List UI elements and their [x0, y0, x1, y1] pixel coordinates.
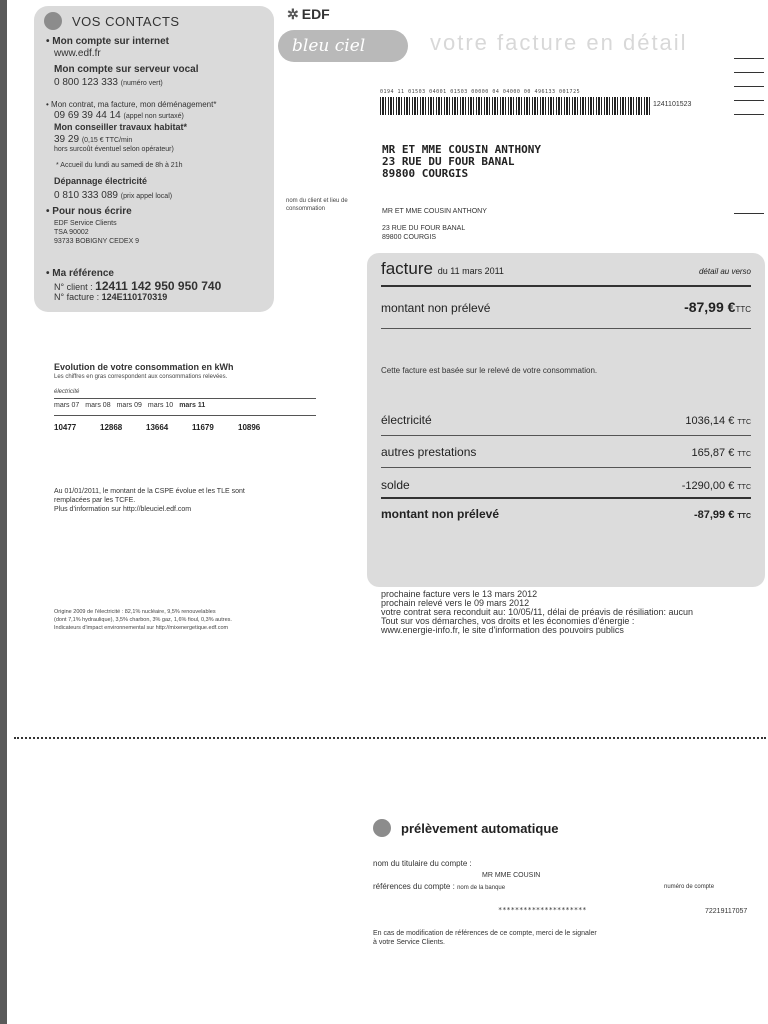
- period-label: mars 09: [116, 402, 142, 409]
- edf-logo: [287, 6, 330, 23]
- line-label: électricité: [381, 413, 432, 427]
- total-row: [381, 507, 751, 521]
- line-value: 165,87 €: [691, 447, 735, 459]
- masked-bank: *********************: [498, 906, 587, 914]
- non-preleve-row: [381, 299, 751, 315]
- facture-number: 124E110170319: [101, 292, 168, 302]
- vocal-note: (numéro vert): [120, 80, 163, 87]
- divider: [54, 398, 316, 399]
- ecrire-line1: EDF Service Clients: [54, 220, 117, 227]
- travaux-note2: hors surcoût éventuel selon opérateur): [54, 146, 174, 153]
- divider: [381, 328, 751, 329]
- modification-notice: [373, 929, 733, 947]
- fold-mark: [734, 72, 764, 73]
- invoice-date: du 11 mars 2011: [437, 266, 504, 276]
- origin-line: (dont 7,1% hydraulique), 3,5% charbon, 3% gaz, 1,6% fioul, 0,3% autres.: [54, 617, 232, 623]
- line-label: solde: [381, 478, 410, 492]
- notice-line: remplacées par les TCFE.: [54, 497, 136, 504]
- divider: [381, 497, 751, 499]
- client-label: N° client :: [54, 282, 93, 292]
- depannage-note: (prix appel local): [120, 193, 173, 200]
- banque-label: nom de la banque: [457, 885, 506, 891]
- total-unit: TTC: [737, 513, 751, 520]
- client-number: 12411 142 950 950 740: [95, 279, 222, 293]
- bullet-icon: [373, 819, 391, 837]
- line-value: 1036,14 €: [685, 415, 735, 427]
- evolution-series-label: électricité: [54, 389, 80, 395]
- contrat-number: 09 69 39 44 14: [54, 110, 121, 121]
- energy-origin: [54, 608, 334, 632]
- fold-mark: [734, 100, 764, 101]
- nom-client-label: nom du client et lieu de consommation: [286, 198, 348, 212]
- titulaire-name: MR MME COUSIN: [482, 872, 541, 879]
- next-invoice-info: [381, 590, 693, 635]
- scan-edge: [0, 0, 7, 1024]
- line-unit: TTC: [737, 419, 751, 426]
- fold-mark: [734, 213, 764, 214]
- barcode-digits: 0194 11 01503 04001 01503 00000 04 04000 00 496133 001725: [380, 89, 581, 95]
- non-preleve-value: -87,99 €: [684, 299, 736, 315]
- contrat-label: • Mon contrat, ma facture, mon déménagement*: [46, 100, 217, 109]
- evolution-title: Evolution de votre consommation en kWh: [54, 362, 234, 372]
- tear-line: [14, 737, 766, 739]
- evolution-subtitle: Les chiffres en gras correspondent aux consommations relevées.: [54, 374, 228, 380]
- bleu-ciel-badge: bleu ciel: [278, 30, 408, 62]
- period-label: mars 08: [85, 402, 111, 409]
- consumption-value: 13664: [146, 423, 169, 432]
- titulaire-label: nom du titulaire du compte :: [373, 859, 472, 868]
- address-line: MR ET MME COUSIN ANTHONY: [382, 208, 487, 215]
- ttc-unit: TTC: [735, 305, 751, 314]
- depannage-number: 0 810 333 089: [54, 190, 118, 201]
- internet-url[interactable]: www.edf.fr: [54, 48, 101, 59]
- notice-line: Au 01/01/2011, le montant de la CSPE évolue et les TLE sont: [54, 488, 245, 495]
- evolution-values: [54, 423, 284, 432]
- mailing-address: [382, 144, 541, 180]
- address-line: MR ET MME COUSIN ANTHONY: [382, 143, 541, 156]
- divider: [54, 415, 316, 416]
- line-solde: [381, 478, 751, 492]
- info-line: prochaine facture vers le 13 mars 2012: [381, 589, 538, 599]
- line-unit: TTC: [737, 451, 751, 458]
- edf-flower-icon: ✲: [287, 6, 299, 22]
- contacts-title: VOS CONTACTS: [72, 13, 180, 29]
- prelevement-title: prélèvement automatique: [401, 820, 559, 836]
- cspe-notice: [54, 487, 344, 514]
- account-number: 72219117057: [705, 908, 748, 915]
- line-label: autres prestations: [381, 445, 477, 459]
- info-line: www.energie-info.fr, le site d'information des pouvoirs publics: [381, 625, 624, 635]
- consumption-value: 10896: [238, 423, 261, 432]
- contacts-panel: [34, 6, 274, 312]
- period-label: mars 10: [147, 402, 174, 409]
- divider: [381, 435, 751, 436]
- consumption-value: 10477: [54, 423, 77, 432]
- period-label: mars 11: [179, 402, 206, 409]
- depannage-label: Dépannage électricité: [54, 176, 148, 186]
- address-line: 23 RUE DU FOUR BANAL: [382, 225, 466, 232]
- consumption-value: 11679: [192, 423, 214, 432]
- divider: [381, 467, 751, 468]
- numero-label: numéro de compte: [664, 884, 715, 890]
- contrat-note: (appel non surtaxé): [123, 113, 184, 120]
- vocal-label: Mon compte sur serveur vocal: [54, 64, 199, 75]
- non-preleve-label: montant non prélevé: [381, 301, 491, 315]
- divider: [381, 285, 751, 287]
- origin-line: Origine 2009 de l'électricité : 82,1% nucléaire, 9,5% renouvelables: [54, 609, 216, 615]
- ecrire-label: • Pour nous écrire: [46, 206, 132, 217]
- total-value: -87,99 €: [693, 509, 735, 521]
- barcode-ref: 1241101523: [653, 101, 692, 108]
- travaux-label: Mon conseiller travaux habitat*: [54, 122, 188, 132]
- contacts-header: [44, 12, 180, 30]
- fold-mark: [734, 86, 764, 87]
- address-line: 89800 COURGIS: [382, 234, 437, 241]
- notice-line: à votre Service Clients.: [373, 939, 445, 946]
- invoice-title-row: [381, 259, 751, 279]
- notice-line: En cas de modification de références de ce compte, merci de le signaler: [373, 930, 597, 937]
- fold-mark: [734, 58, 764, 59]
- consumption-value: 12868: [100, 423, 123, 432]
- info-line: Tout sur vos démarches, vos droits et les économies d'énergie :: [381, 616, 635, 626]
- facture-label: N° facture :: [54, 292, 100, 302]
- total-label: montant non prélevé: [381, 507, 500, 521]
- edf-brand: EDF: [301, 6, 330, 22]
- address-line: 89800 COURGIS: [382, 167, 469, 180]
- invoice-panel: [367, 253, 765, 587]
- references-label: références du compte :: [373, 882, 455, 891]
- fold-mark: [734, 114, 764, 115]
- ref-label: • Ma référence: [46, 268, 114, 279]
- period-label: mars 07: [54, 402, 80, 409]
- origin-line: Indicateurs d'impact environnemental sur http://mixenergetique.edf.com: [54, 625, 229, 631]
- invoice-basis: Cette facture est basée sur le relevé de votre consommation.: [381, 366, 598, 375]
- accueil-hours: * Accueil du lundi au samedi de 8h à 21h: [56, 162, 183, 169]
- evolution-periods: [54, 402, 205, 409]
- line-unit: TTC: [737, 484, 751, 491]
- notice-line: Plus d'information sur http://bleuciel.edf.com: [54, 506, 192, 513]
- info-line: votre contrat sera reconduit au: 10/05/11, délai de préavis de résiliation: aucun: [381, 607, 694, 617]
- invoice-title: facture: [381, 259, 433, 278]
- ghost-title: votre facture en détail: [430, 30, 688, 55]
- line-autres: [381, 445, 751, 459]
- bullet-icon: [44, 12, 62, 30]
- travaux-note: (0,15 € TTC/min: [81, 137, 133, 144]
- barcode: [380, 97, 650, 115]
- line-value: -1290,00 €: [681, 480, 735, 492]
- vocal-number: 0 800 123 333: [54, 77, 118, 88]
- line-electricite: [381, 413, 751, 427]
- ecrire-line3: 93733 BOBIGNY CEDEX 9: [54, 238, 140, 245]
- consumption-address: [382, 207, 487, 242]
- info-line: prochain relevé vers le 09 mars 2012: [381, 598, 530, 608]
- address-line: 23 RUE DU FOUR BANAL: [382, 155, 515, 168]
- internet-label: • Mon compte sur internet: [46, 36, 169, 47]
- travaux-number: 39 29: [54, 134, 80, 145]
- ecrire-line2: TSA 90002: [54, 229, 89, 236]
- prelevement-header: [373, 819, 559, 837]
- detail-verso: détail au verso: [698, 267, 751, 276]
